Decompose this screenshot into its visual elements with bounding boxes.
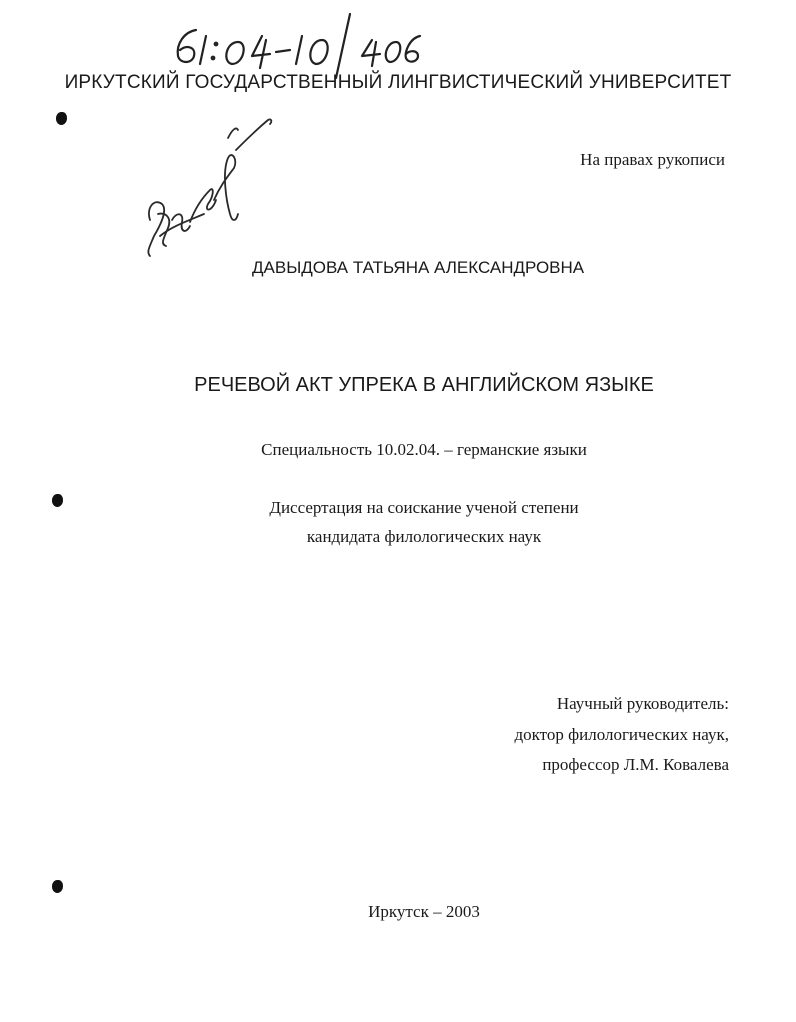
manuscript-rights: На правах рукописи bbox=[580, 150, 725, 169]
author-name: ДАВЫДОВА ТАТЬЯНА АЛЕКСАНДРОВНА bbox=[252, 258, 585, 277]
supervisor-name: профессор Л.М. Ковалева bbox=[542, 755, 729, 774]
dissertation-line-1: Диссертация на соискание ученой степени bbox=[269, 498, 579, 517]
dissertation-line-2: кандидата филологических наук bbox=[306, 527, 542, 546]
place-year: Иркутск – 2003 bbox=[368, 902, 480, 921]
supervisor-heading: Научный руководитель: bbox=[556, 694, 729, 713]
specialty: Специальность 10.02.04. – германские языки bbox=[261, 440, 587, 459]
university-name: ИРКУТСКИЙ ГОСУДАРСТВЕННЫЙ ЛИНГВИСТИЧЕСКИЙ УНИВЕРСИТЕТ bbox=[64, 72, 732, 93]
dissertation-title: РЕЧЕВОЙ АКТ УПРЕКА В АНГЛИЙСКОМ ЯЗЫКЕ bbox=[194, 374, 654, 396]
supervisor-degree: доктор филологических наук, bbox=[514, 725, 729, 744]
